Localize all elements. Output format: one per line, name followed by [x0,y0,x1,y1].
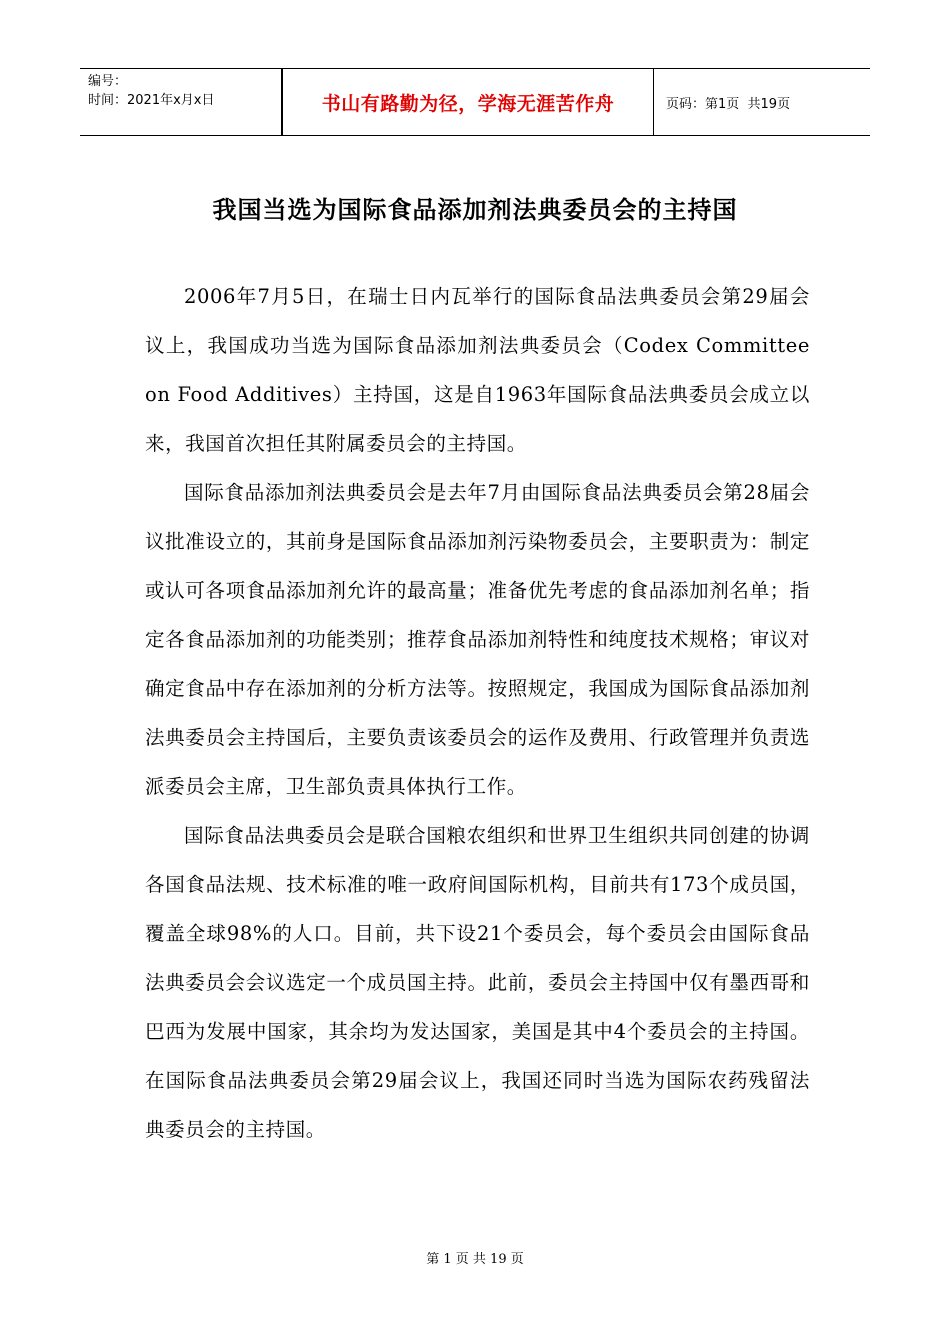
document-body [145,272,810,1154]
paragraph: 国际食品添加剂法典委员会是去年7月由国际食品法典委员会第28届会议批准设立的，其前身是国际食品添加剂污染物委员会，主要职责为：制定或认可各项食品添加剂允许的最高量；准备优先考虑的食品添加剂名单；指定各食品添加剂的功能类别；推荐食品添加剂特性和纯度技术规格；审议对确定食品中存在添加剂的分析方法等。按照规定，我国成为国际食品添加剂法典委员会主持国后，主要负责该委员会的运作及费用、行政管理并负责选派委员会主席，卫生部负责具体执行工作。 [145,481,810,798]
document-title: 我国当选为国际食品添加剂法典委员会的主持国 [212,195,738,224]
footer-page-number: 第 1 页 共 19 页 [426,1252,524,1267]
motto-text: 书山有路勤为径，学海无涯苦作舟 [321,92,615,115]
header-meta-cell [80,69,282,135]
serial-number-label: 编号： [88,74,128,89]
paragraph: 国际食品法典委员会是联合国粮农组织和世界卫生组织共同创建的协调各国食品法规、技术标准的唯一政府间国际机构，目前共有173个成员国，覆盖全球98%的人口。目前，共下设21个委员会，每个委员会由国际食品法典委员会会议选定一个成员国主持。此前，委员会主持国中仅有墨西哥和巴西为发展中国家，其余均为发达国家，美国是其中4个委员会的主持国。在国际食品法典委员会第29届会议上，我国还同时当选为国际农药残留法典委员会的主持国。 [145,824,810,1141]
header-table [80,68,870,136]
paragraph: 2006年7月5日，在瑞士日内瓦举行的国际食品法典委员会第29届会议上，我国成功当选为国际食品添加剂法典委员会（Codex Committee on Food Additives）主持国，这是自1963年国际食品法典委员会成立以来，我国首次担任其附属委员会的主持国。 [145,285,810,455]
date-label: 时间：2021年x月x日 [88,93,215,108]
header-motto-cell [282,69,654,135]
header-page-info: 页码：第1页 共19页 [666,96,791,112]
